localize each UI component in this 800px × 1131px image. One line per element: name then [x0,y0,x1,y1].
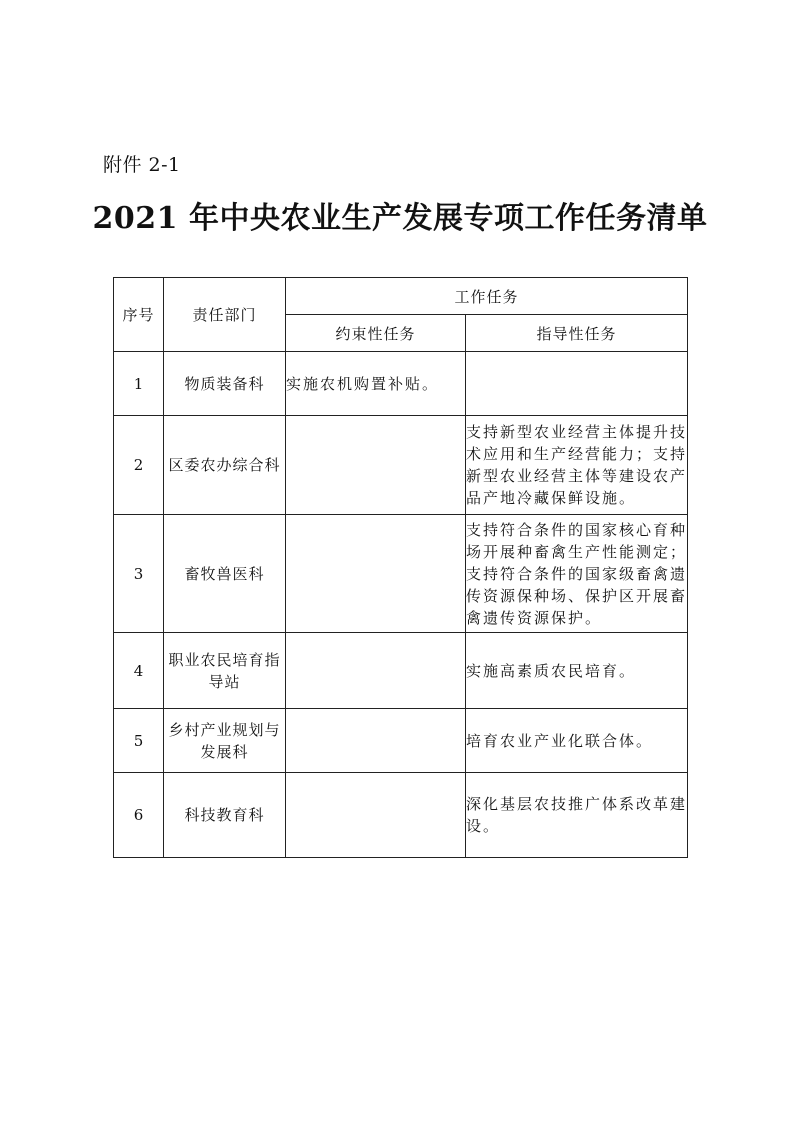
row-no: 5 [114,709,164,773]
row-binding-task [286,416,466,515]
row-binding-task [286,709,466,773]
row-guiding-task: 培育农业产业化联合体。 [466,709,688,773]
row-dept: 畜牧兽医科 [164,515,286,633]
header-binding: 约束性任务 [286,315,466,352]
table-row [114,352,688,416]
task-table [113,277,688,858]
table-row [114,416,688,515]
row-binding-task [286,773,466,858]
document-title: 2021 年中央农业生产发展专项工作任务清单 [92,201,708,236]
table-row [114,709,688,773]
header-no: 序号 [114,278,164,352]
row-no: 2 [114,416,164,515]
row-guiding-task: 实施高素质农民培育。 [466,633,688,709]
row-no: 1 [114,352,164,416]
table-row [114,773,688,858]
attachment-label: 附件 2-1 [103,154,181,176]
row-guiding-task: 支持符合条件的国家核心育种场开展种畜禽生产性能测定；支持符合条件的国家级畜禽遗传资源保种场、保护区开展畜禽遗传资源保护。 [466,515,688,633]
row-guiding-task [466,352,688,416]
row-binding-task [286,633,466,709]
table-row [114,633,688,709]
row-dept: 科技教育科 [164,773,286,858]
header-dept: 责任部门 [164,278,286,352]
row-guiding-task: 深化基层农技推广体系改革建设。 [466,773,688,858]
row-dept: 区委农办综合科 [164,416,286,515]
table-row [114,515,688,633]
row-dept: 物质装备科 [164,352,286,416]
row-binding-task: 实施农机购置补贴。 [286,352,466,416]
row-dept: 职业农民培育指导站 [164,633,286,709]
header-guiding: 指导性任务 [466,315,688,352]
row-dept: 乡村产业规划与发展科 [164,709,286,773]
header-tasks: 工作任务 [286,278,688,315]
row-binding-task [286,515,466,633]
row-no: 4 [114,633,164,709]
row-guiding-task: 支持新型农业经营主体提升技术应用和生产经营能力；支持新型农业经营主体等建设农产品产地冷藏保鲜设施。 [466,416,688,515]
row-no: 3 [114,515,164,633]
row-no: 6 [114,773,164,858]
